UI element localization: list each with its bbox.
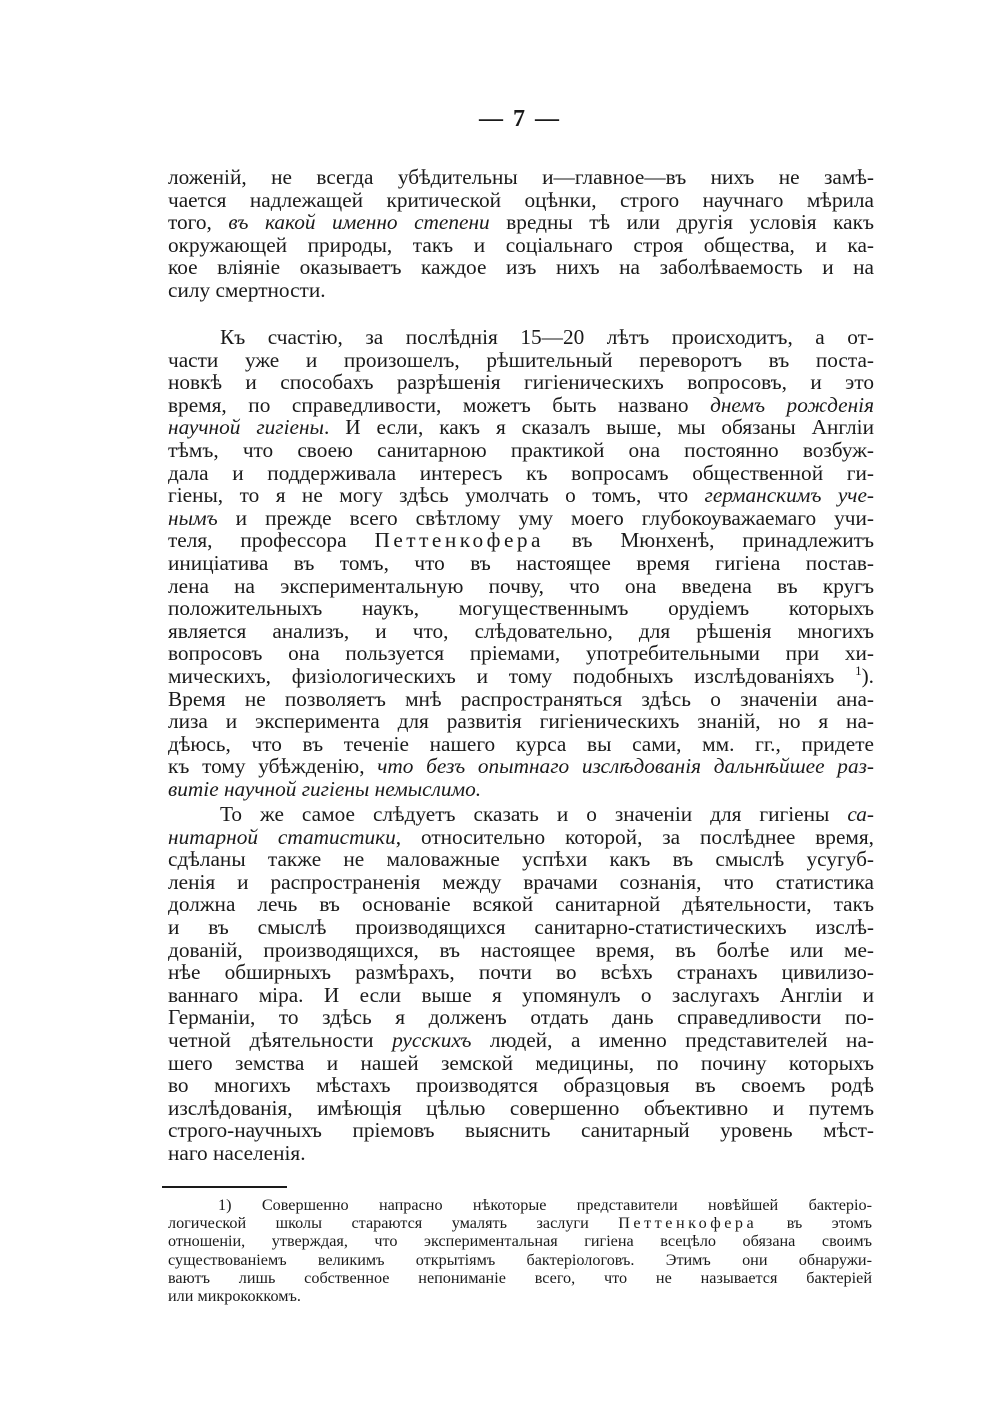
text-run: . И если, какъ я сказалъ выше, мы обязаны Англіи — [323, 415, 874, 440]
footnote-line — [168, 1196, 872, 1214]
italic-emphasis: научной гигіены — [168, 415, 324, 440]
text-run: къ тому убѣжденію, — [168, 754, 378, 779]
text-line — [168, 755, 874, 778]
text-line: Время не позволяетъ мнѣ распространяться здѣсь о значеніи ана- — [168, 686, 874, 711]
footnote — [168, 1196, 872, 1305]
italic-emphasis: нитарной статистики — [168, 824, 396, 849]
text-line: силу смертности. — [168, 277, 326, 302]
text-line: лиза и эксперимента для развитія гигіеническихъ знаній, но я на- — [168, 709, 874, 734]
text-line: ложеній, не всегда убѣдительны и—главное—въ нихъ не замѣ- — [168, 165, 874, 189]
text-line: окружающей природы, такъ и соціальнаго строя общества, и ка- — [168, 232, 874, 257]
italic-emphasis: нымъ — [168, 505, 218, 530]
text-line: витіе научной гигіены немыслимо. — [168, 776, 482, 801]
text-line — [168, 394, 874, 417]
text-run: Совершенно напрасно нѣкоторые представители новѣйшей бактеріо- — [231, 1196, 872, 1214]
text-line: дала и поддерживала интересъ къ вопросамъ общественной ги- — [168, 460, 874, 485]
text-line: ленія и распространенія между врачами сознанія, что статистика — [168, 869, 874, 894]
italic-emphasis: днемъ рожденія — [710, 392, 874, 417]
spaced-name: Петтенкофера — [618, 1214, 758, 1233]
text-line: иниціатива въ томъ, что въ настоящее время гигіена постав- — [168, 550, 874, 575]
page-number: — 7 — — [479, 106, 561, 132]
text-line — [168, 416, 874, 439]
italic-emphasis: русскихъ — [392, 1027, 472, 1052]
text-line: части уже и произошелъ, рѣшительный переворотъ въ поста- — [168, 347, 874, 372]
text-line: во многихъ мѣстахъ производятся образцовыя въ своемъ родѣ — [168, 1073, 874, 1098]
text-line — [168, 662, 874, 688]
text-line: шего земства и нашей земской медицины, по почину которыхъ — [168, 1050, 874, 1075]
text-run: и прежде всего свѣтлому уму моего глубокоуважаемаго учи- — [217, 505, 874, 530]
text-line — [168, 826, 874, 849]
text-run: гіены, то я не могу здѣсь умолчать о томъ, что — [168, 483, 705, 508]
text-line: нѣе обширныхъ размѣрахъ, почти во всѣхъ странахъ цивилизо- — [168, 960, 874, 985]
footnote-line: или микрококкомъ. — [168, 1286, 301, 1305]
paragraph-1 — [168, 166, 874, 302]
text-line: Германіи, то здѣсь я долженъ отдать дань справедливости по- — [168, 1005, 874, 1030]
text-run: ). — [861, 663, 874, 688]
paragraph-2 — [168, 326, 874, 800]
text-line — [168, 529, 874, 552]
text-line: новкѣ и способахъ разрѣшенія гигіеническихъ вопросовъ, и это — [168, 370, 874, 395]
text-line — [168, 1029, 874, 1052]
text-run: , относительно которой, за послѣднее время, — [395, 824, 874, 849]
text-run: мическихъ, физіологическихъ и тому подобныхъ изслѣдованіяхъ — [168, 663, 835, 688]
italic-emphasis: германскимъ уче- — [704, 483, 875, 508]
text-line — [168, 326, 874, 349]
text-run: въ этомъ — [757, 1214, 872, 1233]
footnote-marker: 1) — [218, 1196, 232, 1214]
text-line: должна лечь въ основаніе всякой санитарной дѣятельности, такъ — [168, 892, 874, 917]
text-run: въ Мюнхенѣ, принадлежитъ — [544, 528, 874, 553]
text-line: вопросовъ она пользуется пріемами, употребительными при хи- — [168, 641, 874, 666]
footnote-ref[interactable]: 1 — [855, 662, 862, 678]
text-line — [168, 211, 874, 234]
text-line: изслѣдованія, имѣющія цѣлью совершенно объективно и путемъ — [168, 1095, 874, 1120]
text-line: строго-научныхъ пріемовъ выяснить санитарный уровень мѣст- — [168, 1118, 874, 1143]
text-line: является анализъ, и что, слѣдовательно, для рѣшенія многихъ — [168, 618, 874, 643]
text-run: четной дѣятельности — [168, 1027, 393, 1052]
text-line: ваннаго міра. И если выше я упомянулъ о заслугахъ Англіи и — [168, 982, 874, 1007]
text-run: Къ счастію, за послѣднія 15—20 лѣтъ происходитъ, а от- — [220, 325, 874, 349]
spaced-name: Петтенкофера — [374, 528, 545, 553]
text-run: То же самое слѣдуетъ сказать и о значеніи для гигіены — [220, 802, 848, 826]
text-run: вредны тѣ или другія условія какъ — [489, 210, 874, 235]
text-run: время, по справедливости, можетъ быть названо — [168, 392, 711, 417]
text-line: чается надлежащей критической оцѣнки, строго научнаго мѣрила — [168, 187, 874, 212]
footnote-line: ваютъ лишь собственное непониманіе всего, что не называется бактеріей — [168, 1268, 872, 1287]
text-line: лена на экспериментальную почву, что она введена въ кругъ — [168, 573, 874, 598]
italic-emphasis: что безъ опытнаго изслѣдованія дальнѣйшее раз- — [377, 754, 875, 779]
text-run: людей, а именно представителей на- — [471, 1027, 875, 1052]
footnote-divider — [162, 1186, 287, 1188]
text-run: логической школы стараются умалять заслуги — [168, 1214, 619, 1233]
text-line — [168, 484, 874, 507]
text-line: тѣмъ, что своею санитарною практикой она постоянно возбуж- — [168, 437, 874, 462]
text-line — [168, 803, 874, 826]
text-line: сдѣланы также не маловажные успѣхи какъ въ смыслѣ усугуб- — [168, 847, 874, 872]
paragraph-3 — [168, 803, 874, 1165]
text-line: положительныхъ наукъ, могущественнымъ орудіемъ которыхъ — [168, 596, 874, 621]
text-line — [168, 507, 874, 530]
footnote-line: отношеніи, утверждая, что экспериментальная гигіена всецѣло обязана своимъ — [168, 1232, 872, 1251]
italic-emphasis: са- — [847, 802, 874, 826]
text-run: теля, профессора — [168, 528, 375, 553]
text-run: того, — [168, 210, 229, 235]
italic-emphasis: въ какой именно степени — [228, 210, 490, 235]
text-line: кое вліяніе оказываетъ каждое изъ нихъ на заболѣваемость и на — [168, 255, 874, 280]
footnote-line — [168, 1214, 872, 1232]
footnote-line: существованіемъ великимъ открытіямъ бактеріологовъ. Этимъ они обнаружи- — [168, 1250, 872, 1269]
text-line: дованій, производящихся, въ настоящее время, въ болѣе или ме- — [168, 937, 874, 962]
text-line: дѣюсь, что въ теченіе нашего курса вы сами, мм. гг., придете — [168, 731, 874, 756]
text-line: наго населенія. — [168, 1140, 306, 1165]
text-line: и въ смыслѣ производящихся санитарно-статистическихъ изслѣ- — [168, 914, 874, 939]
